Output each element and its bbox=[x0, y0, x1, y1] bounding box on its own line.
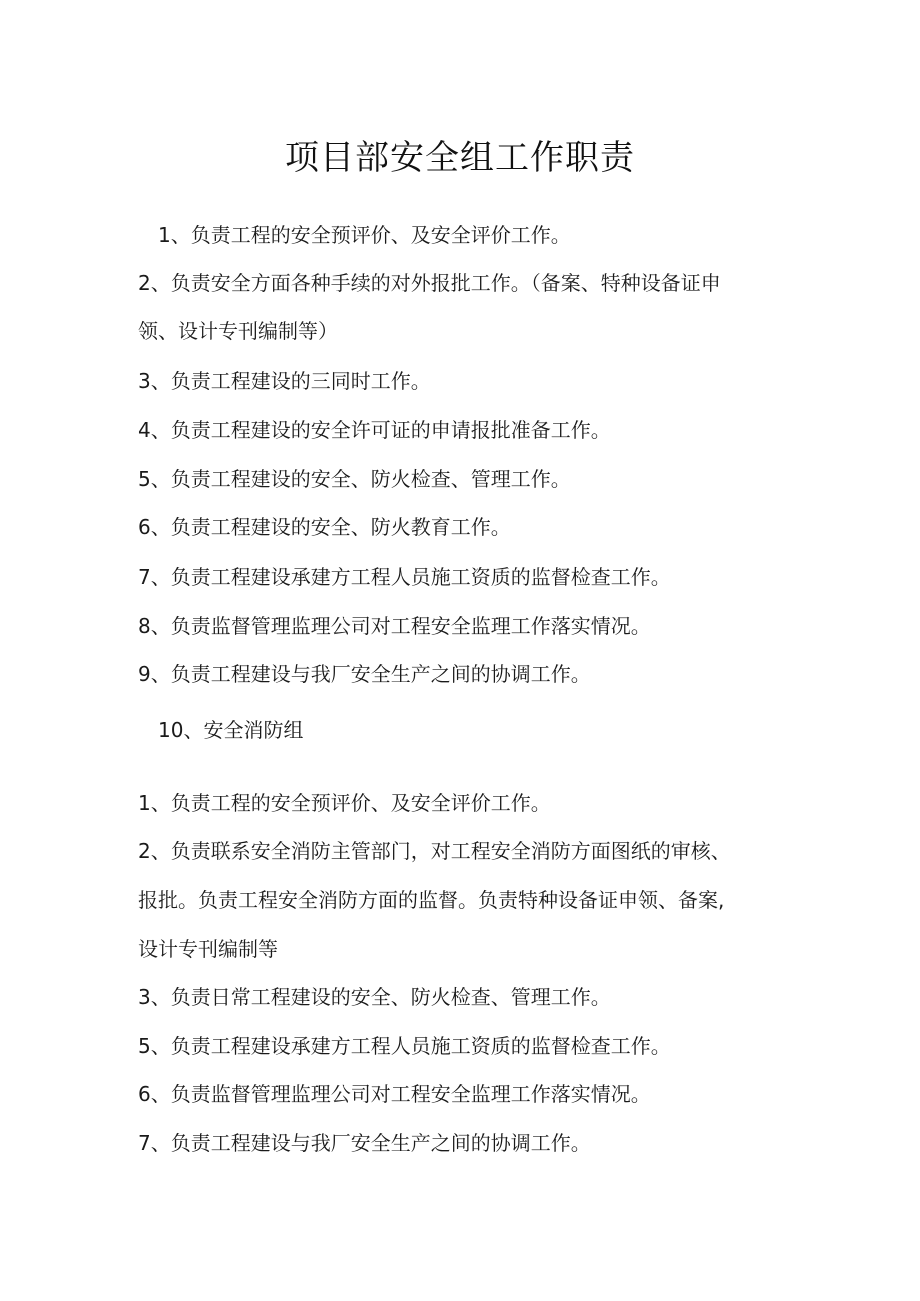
duty-item: 4、负责工程建设的安全许可证的申请报批准备工作。 bbox=[138, 418, 611, 442]
duty-item: 5、负责工程建设的安全、防火检查、管理工作。 bbox=[138, 467, 571, 491]
duty-item: 6、负责监督管理监理公司对工程安全监理工作落实情况。 bbox=[138, 1082, 651, 1106]
duty-item-continuation: 设计专刊编制等 bbox=[138, 937, 278, 961]
duty-item: 5、负责工程建设承建方工程人员施工资质的监督检查工作。 bbox=[138, 1034, 671, 1058]
duty-item-continuation: 领、设计专刊编制等） bbox=[138, 319, 338, 343]
duty-item: 1、负责工程的安全预评价、及安全评价工作。 bbox=[158, 223, 571, 247]
document-title: 项目部安全组工作职责 bbox=[285, 138, 635, 178]
duty-item: 9、负责工程建设与我厂安全生产之间的协调工作。 bbox=[138, 662, 591, 686]
duty-item: 1、负责工程的安全预评价、及安全评价工作。 bbox=[138, 791, 551, 815]
duty-item: 2、负责联系安全消防主管部门，对工程安全消防方面图纸的审核、 bbox=[138, 839, 731, 863]
duty-item: 6、负责工程建设的安全、防火教育工作。 bbox=[138, 515, 511, 539]
duty-item: 7、负责工程建设承建方工程人员施工资质的监督检查工作。 bbox=[138, 565, 671, 589]
duty-item-continuation: 报批。负责工程安全消防方面的监督。负责特种设备证申领、备案, bbox=[138, 888, 725, 912]
duty-item: 2、负责安全方面各种手续的对外报批工作。（备案、特种设备证申 bbox=[138, 271, 721, 295]
duty-item: 3、负责工程建设的三同时工作。 bbox=[138, 369, 431, 393]
duty-item: 8、负责监督管理监理公司对工程安全监理工作落实情况。 bbox=[138, 614, 651, 638]
section-heading: 10、安全消防组 bbox=[158, 718, 304, 742]
duty-item: 3、负责日常工程建设的安全、防火检查、管理工作。 bbox=[138, 985, 611, 1009]
duty-item: 7、负责工程建设与我厂安全生产之间的协调工作。 bbox=[138, 1131, 591, 1155]
